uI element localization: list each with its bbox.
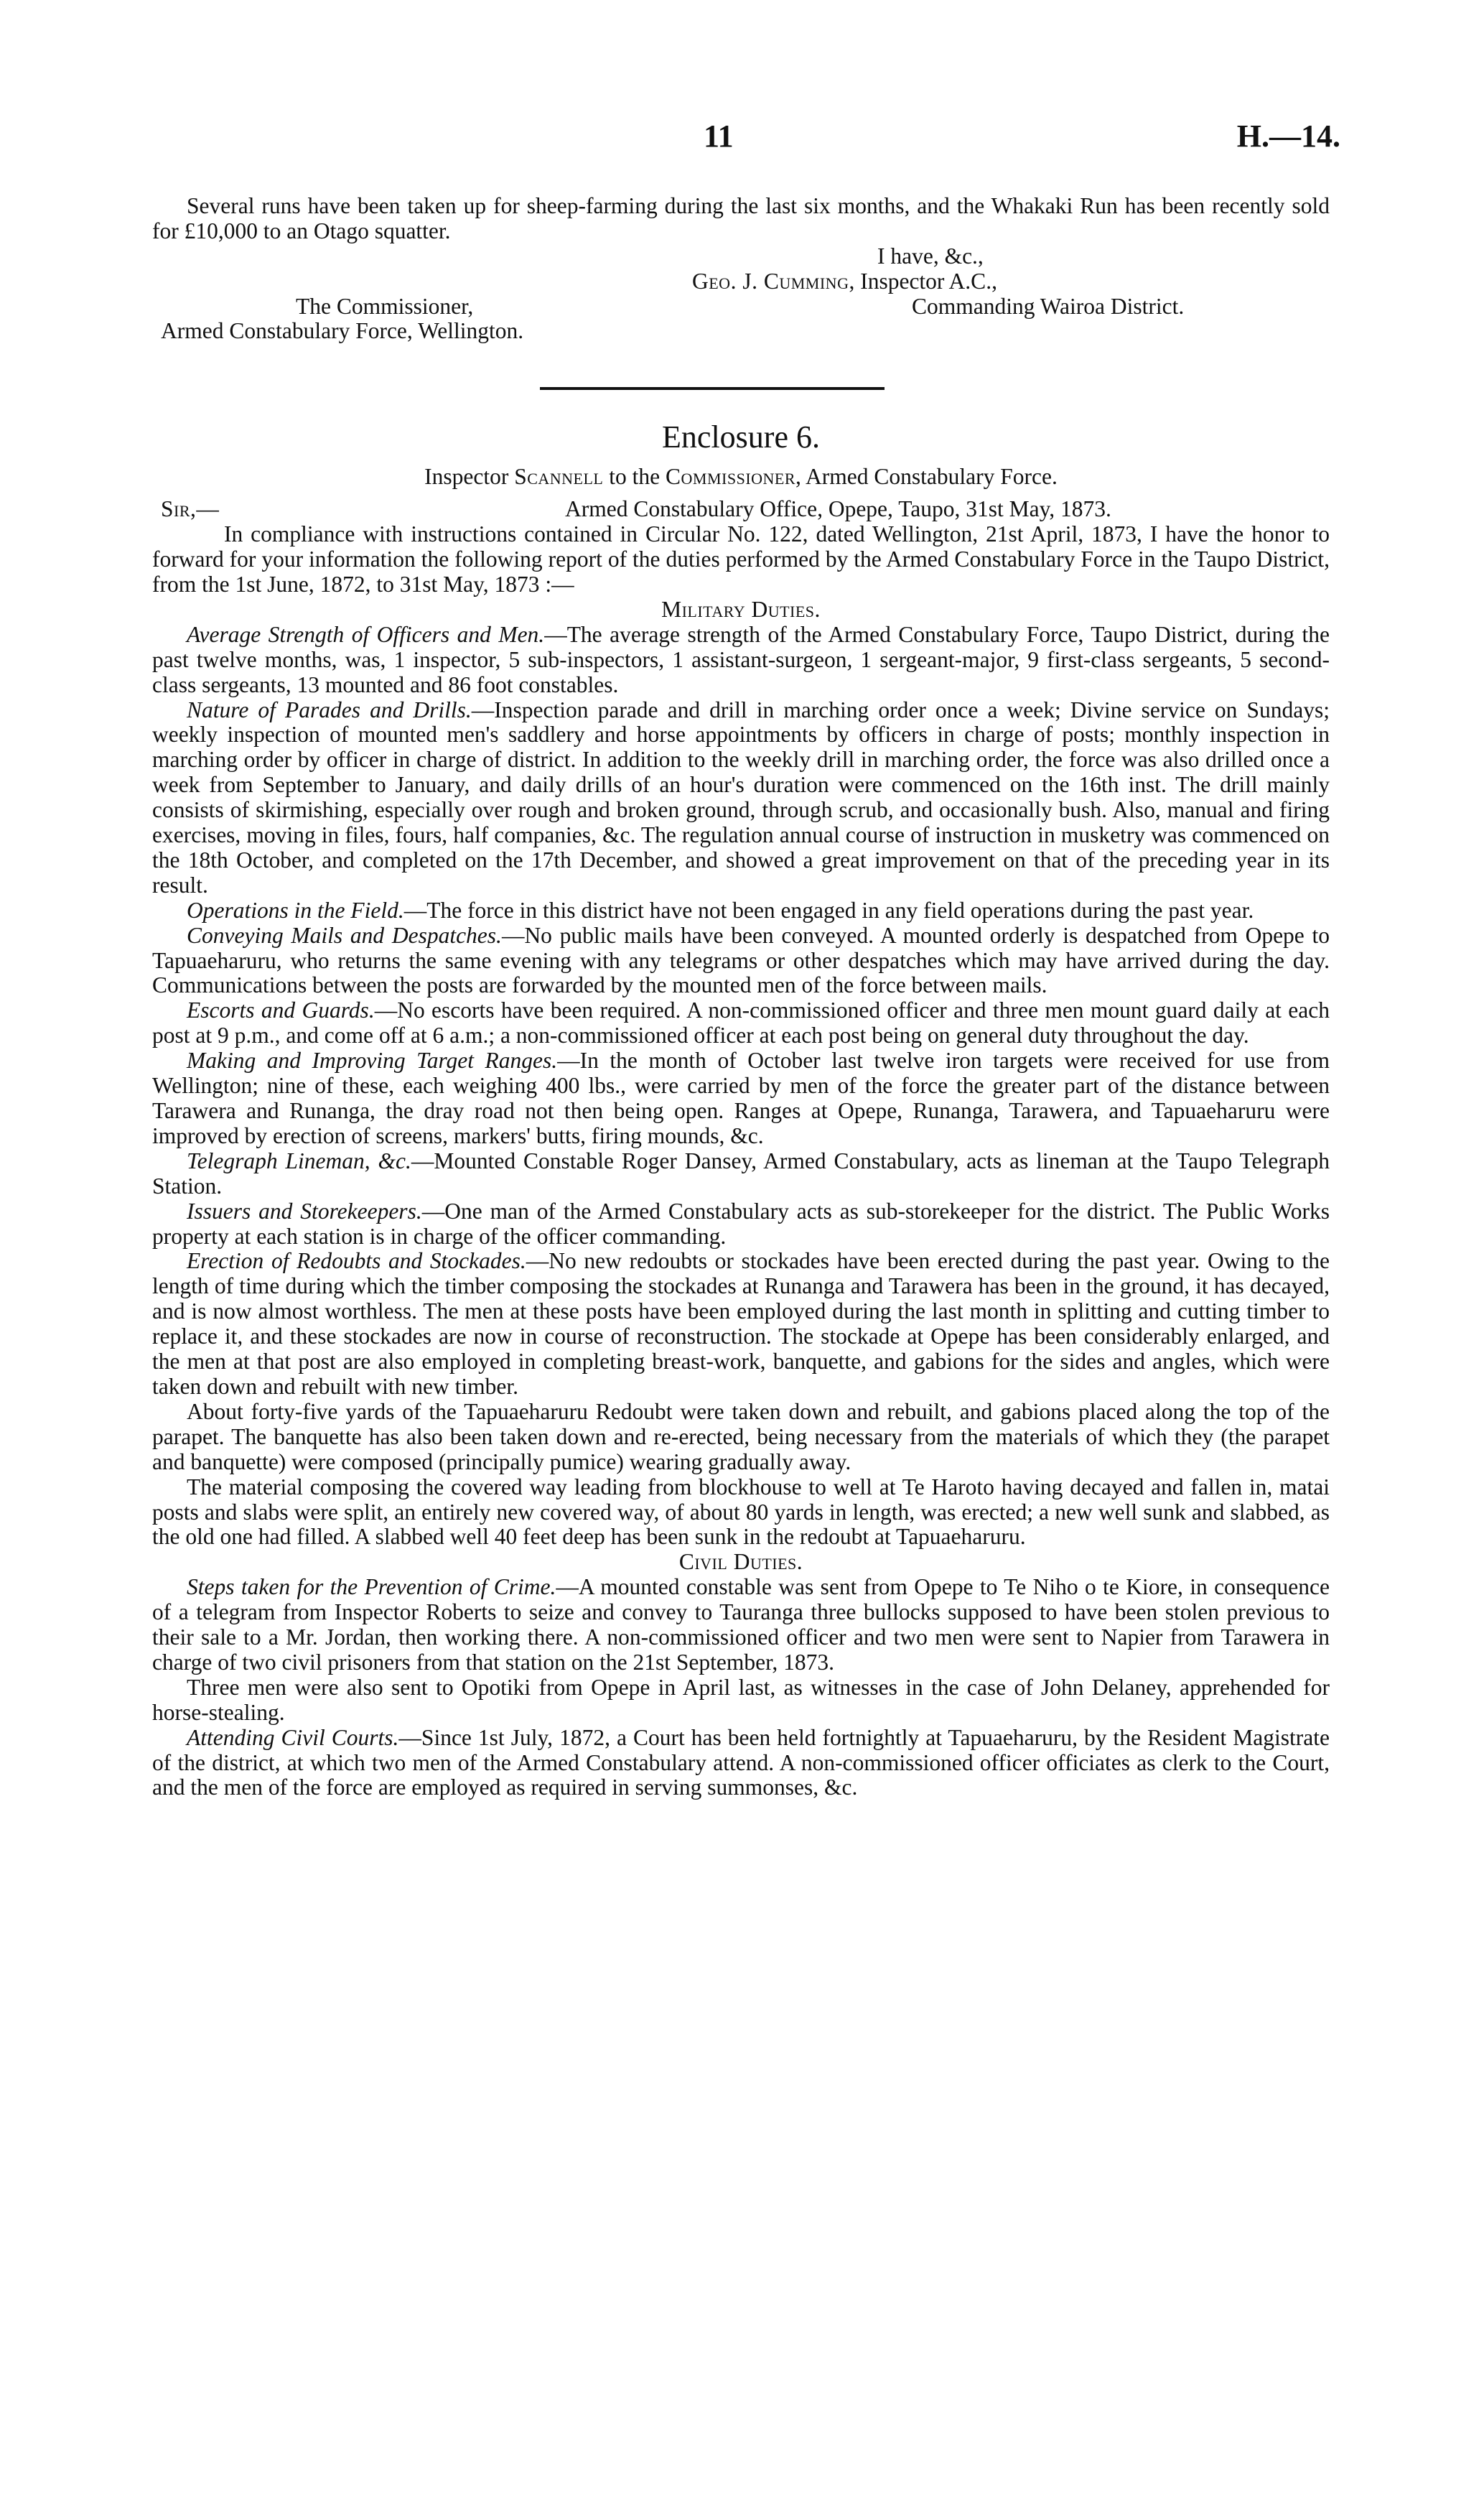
operations-title: Operations in the Field. xyxy=(187,897,404,923)
issuers-title: Issuers and Storekeepers. xyxy=(187,1198,422,1224)
document-reference: H.—14. xyxy=(1236,118,1340,154)
covered-way-paragraph: The material composing the covered way leading from blockhouse to well at Te Haroto having decayed and fallen in, matai posts and slabs were split, an entirely new covered way, of about 80 yards in length, was erected; a new well sunk and slabbed, as the old one had filled. A slabbed well 40 feet deep has been sunk in the redoubt at Tapuaeharuru. xyxy=(152,1474,1330,1550)
strength-text: —The average strength of the Armed Constabulary Force, Taupo District, during the past twelve months, was, 1 inspector, 5 sub-inspectors, 1 assistant-surgeon, 1 sergeant-major, 9 first-class sergeants, 5 second-class sergeants, 13 mounted and 86 foot constables. xyxy=(152,621,1330,697)
mails-paragraph xyxy=(152,924,1330,999)
courts-text: —Since 1st July, 1872, a Court has been held fortnightly at Tapuaeharuru, by the Resident Magistrate of the district, at which two men of the Armed Constabulary attend. A non-commissioned officer officiates as clerk to the Court, and the men of the force are employed as required in serving summonses, &c. xyxy=(152,1724,1330,1800)
telegraph-paragraph xyxy=(152,1149,1330,1199)
military-duties-heading: Military Duties. xyxy=(661,596,821,622)
parades-text: —Inspection parade and drill in marching order once a week; Divine service on Sundays; weekly inspection of mounted men's saddlery and horse appointments by officers in charge of posts; monthly inspection in marching order by officer in charge of district. In addition to the weekly drill in marching order, the force was also drilled once a week from September to January, and daily drills of an hour's duration were commenced on the 16th inst. The drill mainly consists of skirmishing, especially over rough and broken ground, through scrub, and occasionally bush. Also, manual and firing exercises, moving in files, fours, half companies, &c. The regulation annual course of instruction in musketry was commenced on the 18th October, and completed on the 17th December, and showed a great improvement on that of the preceding year in its result. xyxy=(152,697,1330,898)
section-divider xyxy=(540,387,885,390)
addressee-line-1 xyxy=(152,294,1330,320)
parades-paragraph xyxy=(152,698,1330,898)
escorts-text: —No escorts have been required. A non-commissioned officer and three men mount guard daily at each post at 9 p.m., and come off at 6 a.m.; a non-commissioned officer at each post being on general duty throughout the day. xyxy=(152,997,1330,1048)
telegraph-title: Telegraph Lineman, &c. xyxy=(187,1148,411,1173)
closing-text: I have, &c., xyxy=(877,243,984,269)
escorts-paragraph xyxy=(152,998,1330,1048)
intro-paragraph: In compliance with instructions contained in Circular No. 122, dated Wellington, 21st April, 1873, I have the honor to forward for your information the following report of the duties performed by the Armed Constabulary Force in the Taupo District, from the 1st June, 1872, to 31st May, 1873 :— xyxy=(152,521,1330,597)
document-body xyxy=(152,194,1330,1800)
crime-text: —A mounted constable was sent from Opepe to Te Niho o te Kiore, in consequence of a telegram from Inspector Roberts to seize and convey to Tauranga three bullocks supposed to have been stolen previous to their sale to a Mr. Jordan, then working there. A non-commissioned officer and two men were sent to Napier from Tarawera in charge of two civil prisoners from that station on the 21st September, 1873. xyxy=(152,1574,1330,1675)
signer xyxy=(692,269,997,294)
letter-address: Armed Constabulary Office, Opepe, Taupo, 31st May, 1873. xyxy=(565,496,1111,522)
signer-command: Commanding Wairoa District. xyxy=(912,293,1185,319)
parades-title: Nature of Parades and Drills. xyxy=(187,697,472,722)
enclosure-title: Enclosure 6. xyxy=(662,419,820,455)
from-b: to the xyxy=(603,464,666,490)
addressee-2: Armed Constabulary Force, Wellington. xyxy=(161,318,524,344)
crime-paragraph xyxy=(152,1575,1330,1675)
addressee-1: The Commissioner, xyxy=(296,293,474,319)
redoubts-title: Erection of Redoubts and Stockades. xyxy=(187,1248,526,1274)
enclosure-from-line xyxy=(152,465,1330,490)
civil-duties-heading: Civil Duties. xyxy=(678,1549,803,1575)
addressee-line-2 xyxy=(152,319,1330,344)
issuers-text: —One man of the Armed Constabulary acts as sub-storekeeper for the district. The Public Works property at each station is in charge of the officer commanding. xyxy=(152,1198,1330,1249)
targets-paragraph xyxy=(152,1048,1330,1149)
closing-line xyxy=(152,244,1330,269)
from-to: Commissioner xyxy=(666,464,796,490)
operations-paragraph xyxy=(152,898,1330,924)
mails-title: Conveying Mails and Despatches. xyxy=(187,922,502,948)
signer-name: Geo. J. Cumming xyxy=(692,268,849,294)
top-paragraph: Several runs have been taken up for sheep-farming during the last six months, and the Whakaki Run has been recently sold for £10,000 to an Otago squatter. xyxy=(152,193,1330,243)
issuers-paragraph xyxy=(152,1199,1330,1250)
redoubt-rebuild-paragraph: About forty-five yards of the Tapuaeharuru Redoubt were taken down and rebuilt, and gabions placed along the top of the parapet. The banquette has also been taken down and re-erected, being necessary from the materials of which they (the parapet and banquette) were composed (principally pumice) wearing gradually away. xyxy=(152,1398,1330,1474)
redoubts-paragraph xyxy=(152,1249,1330,1399)
escorts-title: Escorts and Guards. xyxy=(187,997,375,1023)
telegraph-text: —Mounted Constable Roger Dansey, Armed Constabulary, acts as lineman at the Taupo Telegraph Station. xyxy=(152,1148,1330,1199)
mails-text: —No public mails have been conveyed. A mounted orderly is despatched from Opepe to Tapuaeharuru, who returns the same evening with any telegrams or other despatches which may have arrived during the day. Communications between the posts are forwarded by the mounted men of the force between mails. xyxy=(152,922,1330,998)
signer-title: , Inspector A.C., xyxy=(849,268,997,294)
strength-paragraph xyxy=(152,623,1330,698)
from-name: Scannell xyxy=(514,464,604,490)
signer-line xyxy=(152,269,1330,294)
salutation-row xyxy=(152,497,1330,522)
crime-title: Steps taken for the Prevention of Crime. xyxy=(187,1574,556,1600)
redoubts-text: —No new redoubts or stockades have been erected during the past year. Owing to the length of time during which the timber composing the stockades at Runanga and Tarawera has been in the ground, it has decayed, and is now almost worthless. The men at these posts have been employed during the last month in splitting and cutting timber to replace it, and these stockades are now in course of reconstruction. The stockade at Opepe has been considerably enlarged, and the men at that post are also employed in completing breast-work, banquette, and gabions for the sides and angles, which were taken down and rebuilt with new timber. xyxy=(152,1248,1330,1399)
operations-text: —The force in this district have not been engaged in any field operations during the past year. xyxy=(403,897,1254,923)
courts-title: Attending Civil Courts. xyxy=(187,1724,399,1750)
strength-title: Average Strength of Officers and Men. xyxy=(187,621,545,647)
courts-paragraph xyxy=(152,1726,1330,1801)
targets-text: —In the month of October last twelve iron targets were received for use from Wellington; nine of these, each weighing 400 lbs., were carried by men of the force the greater part of the distance between Tarawera and Runanga, the dray road not then being open. Ranges at Opepe, Runanga, Tarawera, and Tapuaeharuru were improved by erection of screens, markers' butts, firing mounds, &c. xyxy=(152,1048,1330,1148)
targets-title: Making and Improving Target Ranges. xyxy=(187,1048,558,1074)
salutation: Sir,— xyxy=(161,496,220,522)
page-number: 11 xyxy=(704,118,734,154)
from-a: Inspector xyxy=(424,464,515,490)
from-c: , Armed Constabulary Force. xyxy=(795,464,1058,490)
opotiki-paragraph: Three men were also sent to Opotiki from Opepe in April last, as witnesses in the case of John Delaney, apprehended for horse-stealing. xyxy=(152,1674,1330,1725)
